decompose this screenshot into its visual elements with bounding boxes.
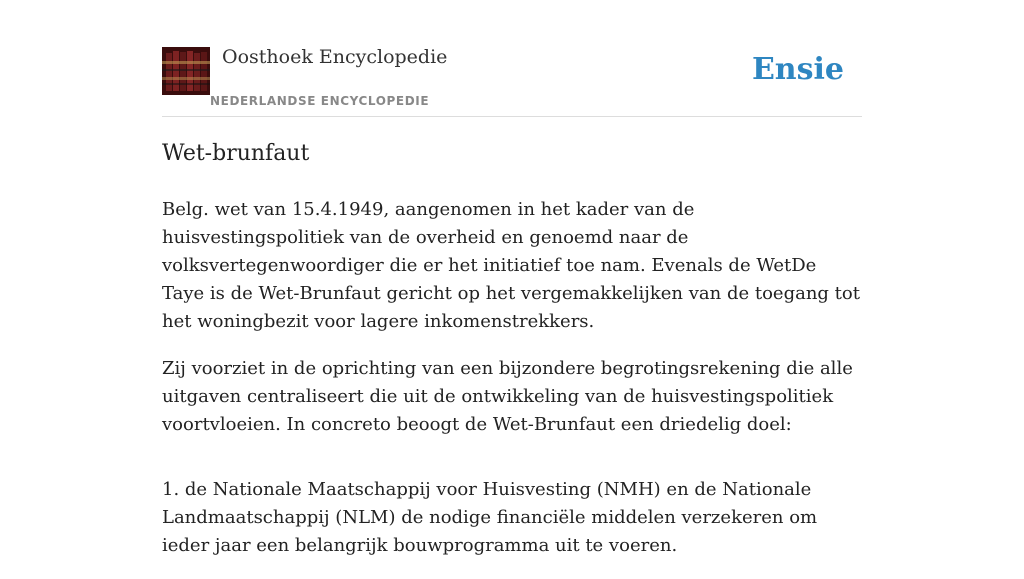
books-icon [162, 47, 210, 95]
ensie-logo-link[interactable]: Ensie [751, 52, 844, 87]
article-paragraph: Belg. wet van 15.4.1949, aangenomen in het kader van de huisvestingspolitiek van de overheid en genoemd naar de volksvertegenwoordiger die er het initiatief toe nam. Evenals de WetDe Taye is de Wet-Brunfaut gericht op het vergemakkelijken van de toegang tot het woningbezit voor lagere inkomenstrekkers. [162, 199, 860, 332]
site-name[interactable]: Oosthoek Encyclopedie [222, 46, 448, 68]
article [162, 138, 862, 579]
site-header [162, 46, 862, 117]
article-title: Wet-brunfaut [162, 141, 310, 166]
article-paragraph: Zij voorziet in de oprichting van een bijzondere begrotingsrekening die alle uitgaven centraliseert die uit de ontwikkeling van de huisvestingspolitiek voortvloeien. In concreto beoogt de Wet-Brunfaut een driedelig doel: [162, 358, 853, 435]
encyclopedia-avatar[interactable] [162, 47, 210, 95]
site-subtitle: NEDERLANDSE ENCYCLOPEDIE [210, 94, 430, 108]
article-paragraph: 1. de Nationale Maatschappij voor Huisvesting (NMH) en de Nationale Landmaatschappij (NLM) de nodige financiële middelen verzekeren om ieder jaar een belangrijk bouwprogramma uit te voeren. [162, 479, 818, 556]
